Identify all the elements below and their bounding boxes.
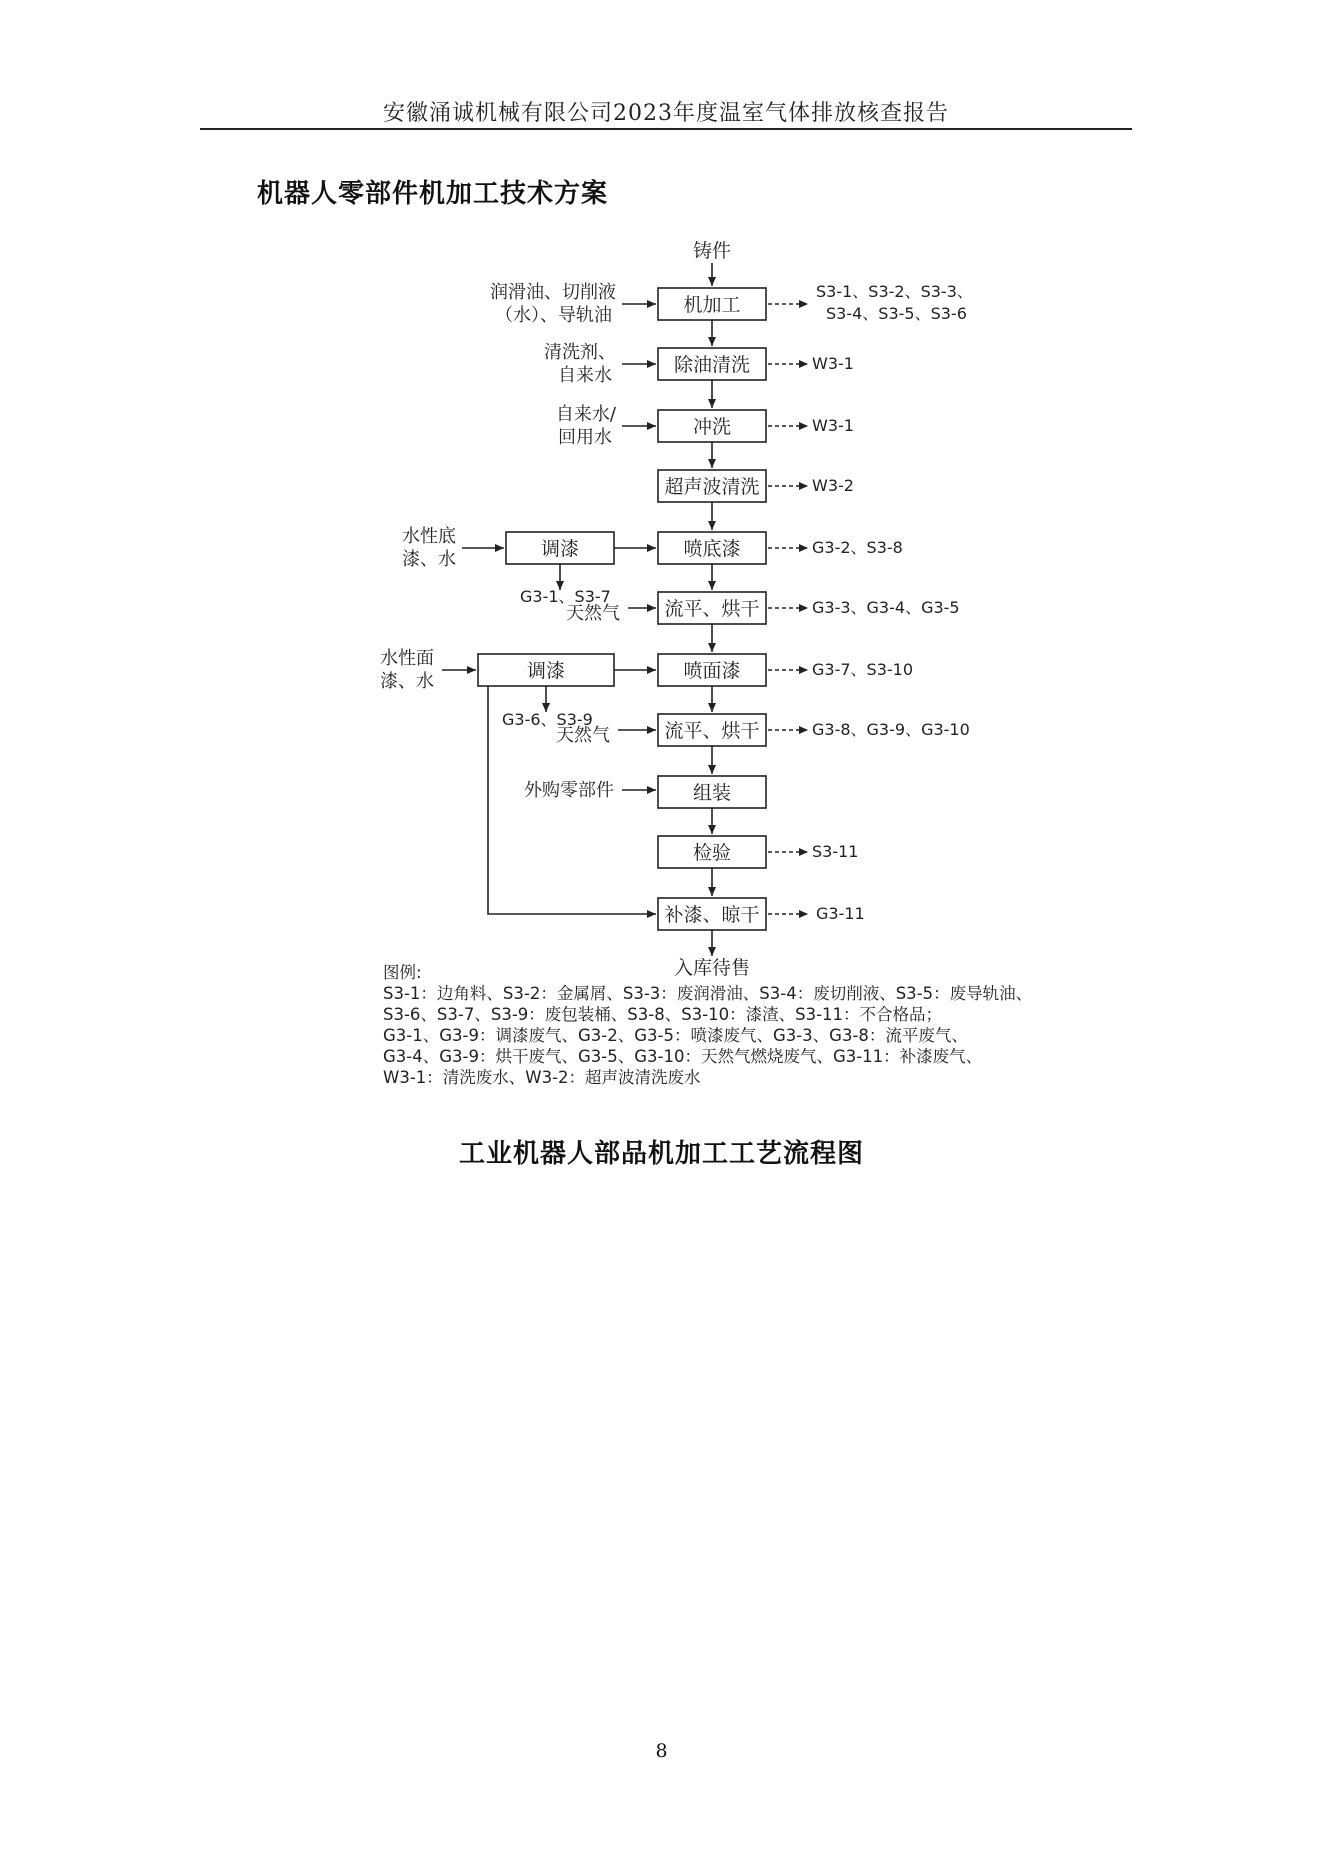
output-machining-line2: S3-4、S3-5、S3-6 [826,304,967,323]
input-rinse-line1: 自来水/ [555,404,616,425]
legend-line: W3-1：清洗废水、W3-2：超声波清洗废水 [383,1068,701,1087]
input-gas-1: 天然气 [566,603,620,624]
legend-title: 图例: [383,963,422,982]
step-spray-primer: 喷底漆 [683,538,741,560]
output-degrease: W3-1 [812,354,854,373]
input-connectors [442,304,656,914]
mix-primer-label: 调漆 [540,538,580,560]
output-mix-topcoat: G3-6、S3-9 [502,710,593,729]
input-machining-line1: 润滑油、切削液 [490,282,616,303]
output-ultrasonic: W3-2 [812,476,854,495]
legend-line: S3-6、S3-7、S3-9：废包装桶、S3-8、S3-10：漆渣、S3-11：不合格品； [383,1005,943,1024]
step-rinse: 冲洗 [692,416,732,438]
legend-line: G3-4、G3-9：烘干废气、G3-5、G3-10：天然气燃烧废气、G3-11：补漆废气、 [383,1047,983,1066]
input-topcoat-line2: 漆、水 [380,671,434,692]
input-parts: 外购零部件 [524,780,614,801]
input-primer-line2: 漆、水 [402,549,456,570]
step-assemble: 组装 [692,782,732,804]
input-gas-2: 天然气 [556,725,610,746]
output-inspect: S3-11 [812,842,859,861]
output-spray-topcoat: G3-7、S3-10 [812,660,914,679]
step-ultrasonic: 超声波清洗 [664,476,760,498]
step-touchup: 补漆、晾干 [664,904,760,926]
output-touchup: G3-11 [816,904,865,923]
legend-line: G3-1、G3-9：调漆废气、G3-2、G3-5：喷漆废气、G3-3、G3-8：流平废气、 [383,1026,968,1045]
output-spray-primer: G3-2、S3-8 [812,538,903,557]
end-label: 入库待售 [673,957,751,979]
input-rinse-line2: 回用水 [558,427,612,448]
step-flow-bake-2: 流平、烘干 [664,720,760,742]
output-rinse: W3-1 [812,416,854,435]
output-connectors [768,304,808,914]
output-machining-line1: S3-1、S3-2、S3-3、 [816,282,973,301]
output-flow-bake-2: G3-8、G3-9、G3-10 [812,720,970,739]
output-mix-primer: G3-1、S3-7 [520,587,611,606]
input-primer-line1: 水性底 [402,526,456,547]
page-header: 安徽涌诚机械有限公司2023年度温室气体排放核查报告 [383,101,949,126]
page-number: 8 [655,1740,668,1762]
step-spray-topcoat: 喷面漆 [683,660,741,682]
figure-caption: 工业机器人部品机加工工艺流程图 [458,1139,864,1169]
input-topcoat-line1: 水性面 [380,648,434,669]
input-degrease-line2: 自来水 [558,365,612,386]
step-machining: 机加工 [683,294,741,316]
mix-topcoat-label: 调漆 [526,660,566,682]
legend [383,962,1032,1088]
start-label: 铸件 [692,240,732,262]
input-degrease-line1: 清洗剂、 [544,342,616,363]
step-degrease: 除油清洗 [673,354,751,376]
legend-line: S3-1：边角料、S3-2：金属屑、S3-3：废润滑油、S3-4：废切削液、S3-5：废导轨油、 [383,984,1033,1003]
step-inspect: 检验 [692,842,732,864]
step-flow-bake-1: 流平、烘干 [664,598,760,620]
input-machining-line2: （水）、导轨油 [495,305,612,326]
section-title: 机器人零部件机加工技术方案 [257,179,609,209]
output-flow-bake-1: G3-3、G3-4、G3-5 [812,598,960,617]
